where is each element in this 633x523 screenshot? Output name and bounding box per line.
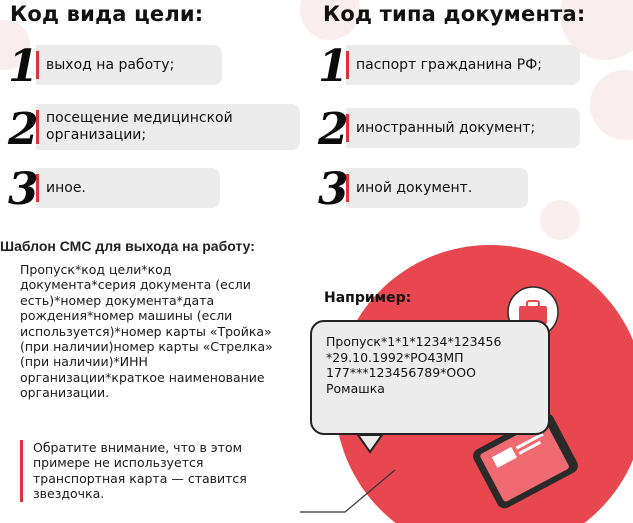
item-text: паспорт гражданина РФ; <box>356 56 542 73</box>
item-text: иностранный документ; <box>356 119 536 136</box>
item-number: 2 <box>8 104 39 155</box>
doc-type-heading: Код типа документа: <box>323 2 586 26</box>
doc-item-2 <box>318 104 580 155</box>
item-number: 2 <box>318 104 349 155</box>
item-pill <box>36 45 222 85</box>
goal-item-1 <box>8 41 222 92</box>
item-pill <box>346 45 580 85</box>
sms-template-title: Шаблон СМС для выхода на работу: <box>0 238 255 254</box>
doc-item-1 <box>318 41 580 92</box>
item-text: посещение медицинской организации; <box>46 110 233 143</box>
item-pill <box>36 168 220 208</box>
item-pill <box>346 108 580 148</box>
item-text: иное. <box>46 179 86 196</box>
item-pill <box>346 168 528 208</box>
item-number: 3 <box>318 164 349 215</box>
example-label: Например: <box>324 290 412 306</box>
goal-item-3 <box>8 164 220 215</box>
item-pill <box>36 104 300 150</box>
attention-note: Обратите внимание, что в этом примере не используется транспортная карта — ставится звездочка. <box>20 440 283 502</box>
goal-code-heading: Код вида цели: <box>10 2 204 26</box>
doc-item-3 <box>318 164 528 215</box>
item-number: 1 <box>318 41 349 92</box>
item-text: выход на работу; <box>46 56 175 73</box>
item-text: иной документ. <box>356 179 473 196</box>
item-number: 1 <box>8 41 39 92</box>
item-number: 3 <box>8 164 39 215</box>
example-sms-text: Пропуск*1*1*1234*123456 *29.10.1992*РО43МП 177***123456789*ООО Ромашка <box>326 334 502 396</box>
example-sms-bubble <box>310 320 550 435</box>
decorative-circle <box>590 70 633 140</box>
sms-template-text: Пропуск*код цели*код документа*серия документа (если есть)*номер документа*дата рождения*номер машины (если используется)*номер карты «Тройка» (при наличии)номер карты «Стрелка» (при наличии)*ИНН организации*краткое наименование организации. <box>20 262 273 401</box>
goal-item-2 <box>8 104 300 155</box>
